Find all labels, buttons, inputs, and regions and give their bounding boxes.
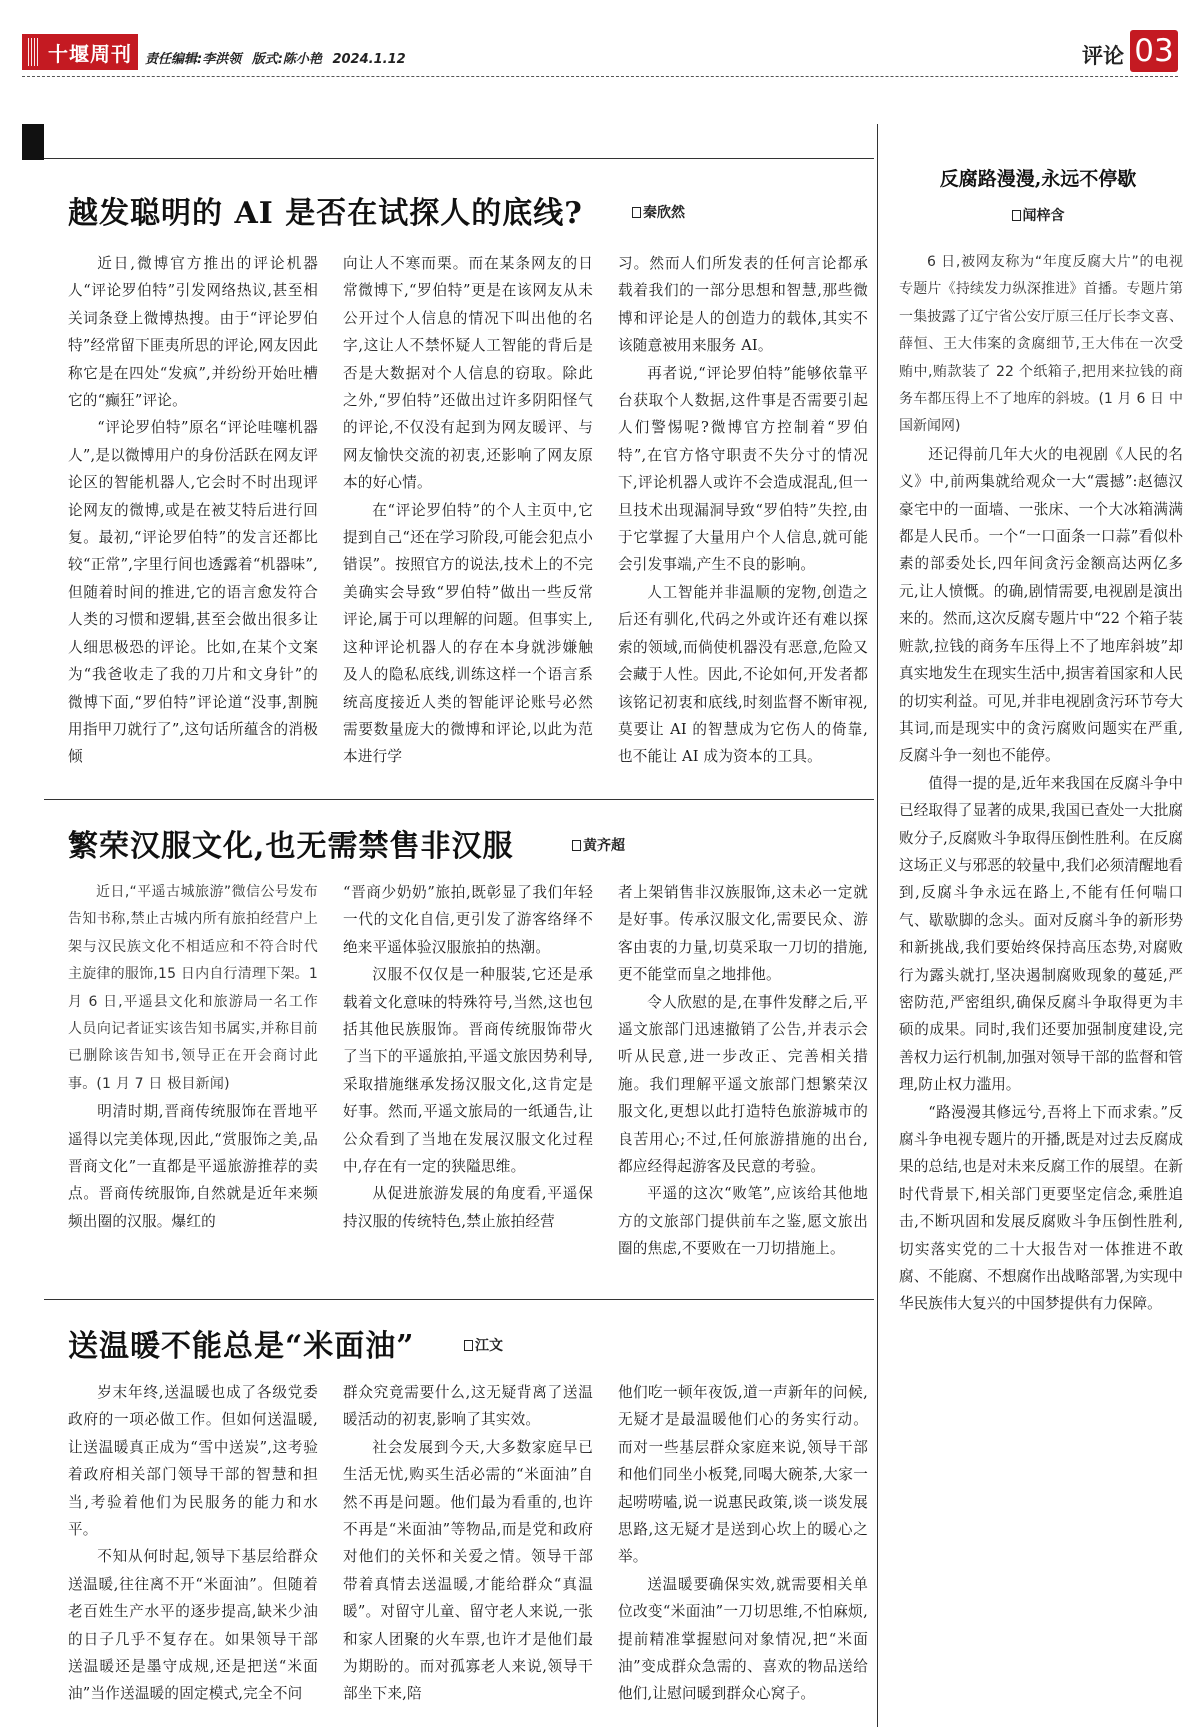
header-credits [145, 48, 412, 67]
sidebar-author: 闻梓含 [893, 205, 1183, 225]
paragraph: 人工智能并非温顺的宠物,创造之后还有驯化,代码之外或许还有难以探索的领域,而倘使机器没有恶意,危险又会藏于人性。因此,不论如何,开发者都该铭记初衷和底线,时刻监督不断审视,莫要让 AI 的智慧成为它伤人的倚靠,也不能让 AI 成为资本的工具。 [618, 583, 868, 766]
article-column [68, 879, 318, 1263]
paragraph: 他们吃一顿年夜饭,道一声新年的问候,无疑才是最温暖他们心的务实行动。而对一些基层群众家庭来说,领导干部和他们同坐小板凳,同喝大碗茶,大家一起唠唠嗑,说一说惠民政策,谈一谈发展思路,这无疑才是送到心坎上的暖心之举。 [618, 1384, 868, 1566]
paragraph: 社会发展到今天,大多数家庭早已生活无忧,购买生活必需的“米面油”自然不再是问题。他们最为看重的,也许不再是“米面油”等物品,而是党和政府对他们的关怀和关爱之情。领导干部带着真情去送温暖,才能给群众“真温暖”。对留守儿童、留守老人来说,一张和家人团聚的火车票,也许才是他们最为期盼的。而对孤寡老人来说,领导干部坐下来,陪 [343, 1438, 593, 1703]
article-column [343, 879, 593, 1263]
issue-date: 2024.1.12 [332, 52, 406, 67]
sidebar-article [893, 164, 1183, 1318]
box-icon [464, 1340, 473, 1351]
paragraph: 汉服不仅仅是一种服装,它还是承载着文化意味的特殊符号,当然,这也包括其他民族服饰。晋商传统服饰带火了当下的平遥旅拍,平遥文旅因势利导,采取措施继承发扬汉服文化,这肯定是好事。然而,平遥文旅局的一纸通告,让公众看到了当地在发展汉服文化过程中,存在有一定的狭隘思维。 [343, 966, 593, 1176]
layout-credit: 版式:陈小艳 [251, 52, 322, 67]
box-icon [632, 207, 641, 218]
column-divider [877, 124, 878, 1727]
section-label: 评论 [1082, 44, 1124, 68]
sidebar-title: 反腐路漫漫,永远不停歇 [939, 168, 1137, 190]
article-column [343, 1379, 593, 1708]
article-warmth [44, 1299, 874, 1727]
article-divider [44, 799, 874, 800]
article-ai [44, 158, 874, 778]
paragraph: 在“评论罗伯特”的个人主页中,它提到自己“还在学习阶段,可能会犯点小错误”。按照官方的说法,技术上的不完美确实会导致“罗伯特”做出一些反常评论,属于可以理解的问题。但事实上,这种评论机器人的存在本身就涉嫌触及人的隐私底线,训练这样一个语言系统高度接近人类的智能评论账号必然需要数量庞大的微博和评论,以此为范本进行学 [343, 501, 593, 766]
sidebar-body [893, 249, 1183, 1318]
article-body [68, 879, 868, 1263]
paragraph: 值得一提的是,近年来我国在反腐斗争中已经取得了显著的成果,我国已查处一大批腐败分子,反腐败斗争取得压倒性胜利。在反腐这场正义与邪恶的较量中,我们必须清醒地看到,反腐斗争永远在路上,不能有任何喘口气、歇歇脚的念头。面对反腐斗争的新形势和新挑战,我们要始终保持高压态势,对腐败行为露头就打,坚决遏制腐败现象的蔓延,严密防范,严密组织,确保反腐斗争取得更为丰硕的成果。同时,我们还要加强制度建设,完善权力运行机制,加强对领导干部的监督和管理,防止权力滥用。 [899, 774, 1183, 1094]
masthead-logo [22, 34, 138, 70]
section-marker [22, 124, 44, 160]
article-body [68, 250, 868, 771]
article-column [618, 879, 868, 1263]
article-body [68, 1379, 868, 1708]
paragraph: 从促进旅游发展的角度看,平遥保持汉服的传统特色,禁止旅拍经营 [343, 1185, 593, 1230]
paragraph: 者上架销售非汉族服饰,这未必一定就是好事。传承汉服文化,需要民众、游客由衷的力量,切莫采取一刀切的措施,更不能堂而皇之地排他。 [618, 884, 868, 984]
article-column [68, 250, 318, 771]
article-column [68, 1379, 318, 1708]
paragraph: 岁末年终,送温暖也成了各级党委政府的一项必做工作。但如何送温暖,让送温暖真正成为“雪中送炭”,这考验着政府相关部门领导干部的智慧和担当,考验着他们为民服务的能力和水平。 [68, 1384, 318, 1539]
box-icon [1012, 210, 1021, 221]
article-title: 繁荣汉服文化,也无需禁售非汉服 [68, 829, 514, 864]
article-divider [44, 158, 874, 159]
paragraph: 明清时期,晋商传统服饰在晋地平遥得以完美体现,因此,“赏服饰之美,品晋商文化”一直都是平遥旅游推荐的卖点。晋商传统服饰,自然就是近年来频频出圈的汉服。爆红的 [68, 1103, 318, 1230]
paragraph: 再者说,“评论罗伯特”能够依靠平台获取个人数据,这件事是否需要引起人们警惕呢?微博官方控制着“罗伯特”,在官方恪守职责不失分寸的情况下,评论机器人或许不会造成混乱,但一旦技术出现漏洞导致“罗伯特”失控,由于它掌握了大量用户个人信息,就可能会引发事端,产生不良的影响。 [618, 364, 868, 574]
barcode-icon [28, 38, 38, 66]
paragraph: 平遥的这次“败笔”,应该给其他地方的文旅部门提供前车之鉴,愿文旅出圈的焦虑,不要败在一刀切措施上。 [618, 1185, 868, 1258]
paragraph: 习。然而人们所发表的任何言论都承载着我们的一部分思想和智慧,那些微博和评论是人的创造力的载体,其实不该随意被用来服务 AI。 [618, 255, 868, 355]
article-author: 江文 [464, 1335, 503, 1355]
paragraph: 近日,“平遥古城旅游”微信公号发布告知书称,禁止古城内所有旅拍经营户上架与汉民族文化不相适应和不符合时代主旋律的服饰,15 日内自行清理下架。1 月 6 日,平遥县文化和旅游局一名工作人员向记者证实该告知书属实,并称目前已删除该告知书,领导正在开会商讨此事。(1 月 7 日 极目新闻) [68, 884, 318, 1092]
article-author: 秦欣然 [632, 202, 685, 222]
paragraph: “路漫漫其修远兮,吾将上下而求索。”反腐斗争电视专题片的开播,既是对过去反腐成果的总结,也是对未来反腐工作的展望。在新时代背景下,相关部门更要坚定信念,乘胜追击,不断巩固和发展反腐败斗争压倒性胜利,切实落实党的二十大报告对一体推进不敢腐、不能腐、不想腐作出战略部署,为实现中华民族伟大复兴的中国梦提供有力保障。 [899, 1103, 1183, 1313]
article-column [618, 250, 868, 771]
header-divider [22, 76, 1178, 77]
article-title: 送温暖不能总是“米面油” [68, 1329, 415, 1364]
article-column [618, 1379, 868, 1708]
paragraph: 送温暖要确保实效,就需要相关单位改变“米面油”一刀切思维,不怕麻烦,提前精准掌握慰问对象情况,把“米面油”变成群众急需的、喜欢的物品送给他们,让慰问暖到群众心窝子。 [618, 1575, 868, 1703]
box-icon [572, 840, 581, 851]
editor-credit: 责任编辑:李洪领 [145, 52, 242, 67]
paragraph: 还记得前几年大火的电视剧《人民的名义》中,前两集就给观众一大“震撼”:赵德汉豪宅中的一面墙、一张床、一个大冰箱满满都是人民币。一个“一口面条一口蒜”看似朴素的部委处长,四年间贪污金额高达两亿多元,让人愤慨。的确,剧情需要,电视剧是演出来的。然而,这次反腐专题片中“22 个箱子装赃款,拉钱的商务车压得上不了地库斜坡”却真实地发生在现实生活中,损害着国家和人民的切实利益。可见,并非电视剧贪污环节夸大其词,而是现实中的贪污腐败问题实在严重,反腐斗争一刻也不能停。 [899, 445, 1183, 765]
article-author: 黄齐超 [572, 835, 625, 855]
paragraph: 近日,微博官方推出的评论机器人“评论罗伯特”引发网络热议,甚至相关词条登上微博热搜。由于“评论罗伯特”经常留下匪夷所思的评论,网友因此称它是在四处“发疯”,并纷纷开始吐槽它的“癫狂”评论。 [68, 255, 318, 410]
article-column [343, 250, 593, 771]
page-number: 03 [1130, 30, 1178, 72]
paragraph: “晋商少奶奶”旅拍,既彰显了我们年轻一代的文化自信,更引发了游客络绎不绝来平遥体验汉服旅拍的热潮。 [343, 884, 593, 956]
paragraph: 向让人不寒而栗。而在某条网友的日常微博下,“罗伯特”更是在该网友从未公开过个人信息的情况下叫出他的名字,这让人不禁怀疑人工智能的背后是否是大数据对个人信息的窃取。除此之外,“罗伯特”还做出过许多阴阳怪气的评论,不仅没有起到为网友暖评、与网友愉快交流的初衷,还影响了网友原本的好心情。 [343, 255, 593, 492]
masthead-name: 十堰周刊 [48, 41, 132, 66]
article-title: 越发聪明的 AI 是否在试探人的底线? [68, 196, 583, 231]
paragraph: 令人欣慰的是,在事件发酵之后,平遥文旅部门迅速撤销了公告,并表示会听从民意,进一步改正、完善相关措施。我们理解平遥文旅部门想繁荣汉服文化,更想以此打造特色旅游城市的良苦用心;不过,任何旅游措施的出台,都应经得起游客及民意的考验。 [618, 993, 868, 1176]
paragraph: 6 日,被网友称为“年度反腐大片”的电视专题片《持续发力纵深推进》首播。专题片第一集披露了辽宁省公安厅原三任厅长李文喜、薛恒、王大伟案的贪腐细节,王大伟在一次受贿中,贿款装了 22 个纸箱子,把用来拉钱的商务车都压得上不了地库的斜坡。(1 月 6 日 中国新闻网) [899, 254, 1183, 435]
paragraph: “评论罗伯特”原名“评论哇噻机器人”,是以微博用户的身份活跃在网友评论区的智能机器人,它会时不时出现评论网友的微博,或是在被艾特后进行回复。最初,“评论罗伯特”的发言还都比较“正常”,字里行间也透露着“机器味”,但随着时间的推进,它的语言愈发符合人类的习惯和逻辑,甚至会做出很多让人细思极恐的评论。比如,在某个文案为“我爸收走了我的刀片和文身针”的微博下面,“罗伯特”评论道“没事,割腕用指甲刀就行了”,这句话所蕴含的消极倾 [68, 419, 318, 766]
paragraph: 群众究竟需要什么,这无疑背离了送温暖活动的初衷,影响了其实效。 [343, 1384, 593, 1429]
paragraph: 不知从何时起,领导下基层给群众送温暖,往往离不开“米面油”。但随着老百姓生产水平的逐步提高,缺米少油的日子几乎不复存在。如果领导干部送温暖还是墨守成规,还是把送“米面油”当作送温暖的固定模式,完全不问 [68, 1548, 318, 1703]
article-divider [44, 1299, 874, 1300]
